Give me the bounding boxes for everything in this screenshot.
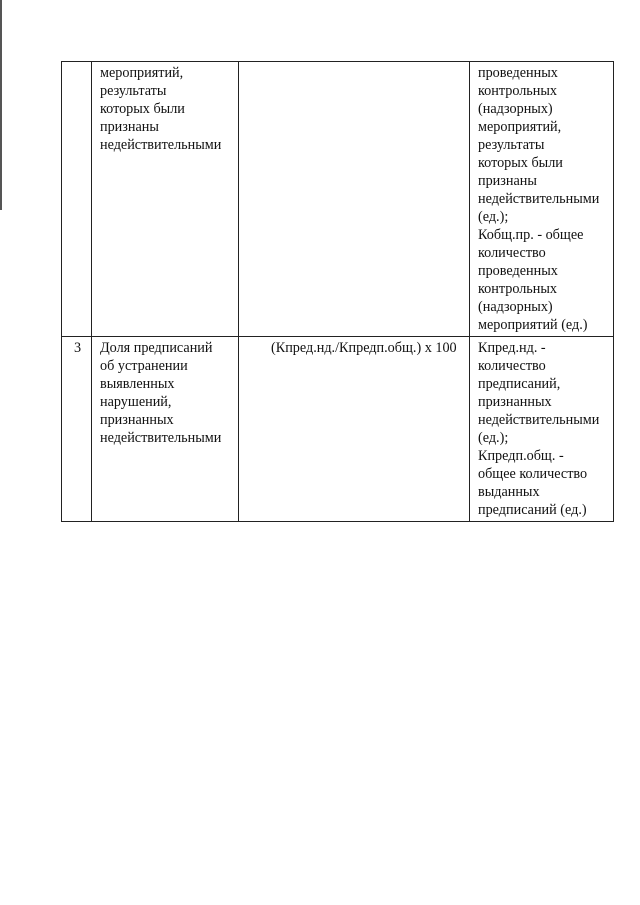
indicator-name-cell [92, 62, 239, 337]
variable-description: Кпред.нд. - количество предписаний, признанных недействительными (ед.); Кпредп.общ. - общее количество выданных предписаний (ед.) [478, 340, 600, 518]
description-cell [470, 337, 614, 522]
indicator-name: мероприятий, результаты которых были признаны недействительными [100, 65, 222, 153]
formula-cell [239, 62, 470, 337]
variable-description: проведенных контрольных (надзорных) мероприятий, результаты которых были признаны недействительными (ед.); Кобщ.пр. - общее количество проведенных контрольных (надзорных) мероприятий (ед.) [478, 65, 600, 333]
formula: (Кпред.нд./Кпредп.общ.) х 100 [271, 340, 457, 356]
row-number-cell [62, 337, 92, 522]
scan-edge-mark [0, 0, 2, 210]
formula-cell [239, 337, 470, 522]
indicator-table [61, 61, 614, 522]
indicator-name-cell [92, 337, 239, 522]
row-number-cell [62, 62, 92, 337]
description-cell [470, 62, 614, 337]
table-row [62, 62, 614, 337]
row-number: 3 [73, 340, 82, 356]
table-row [62, 337, 614, 522]
indicator-name: Доля предписаний об устранении выявленных нарушений, признанных недействительными [100, 340, 222, 446]
